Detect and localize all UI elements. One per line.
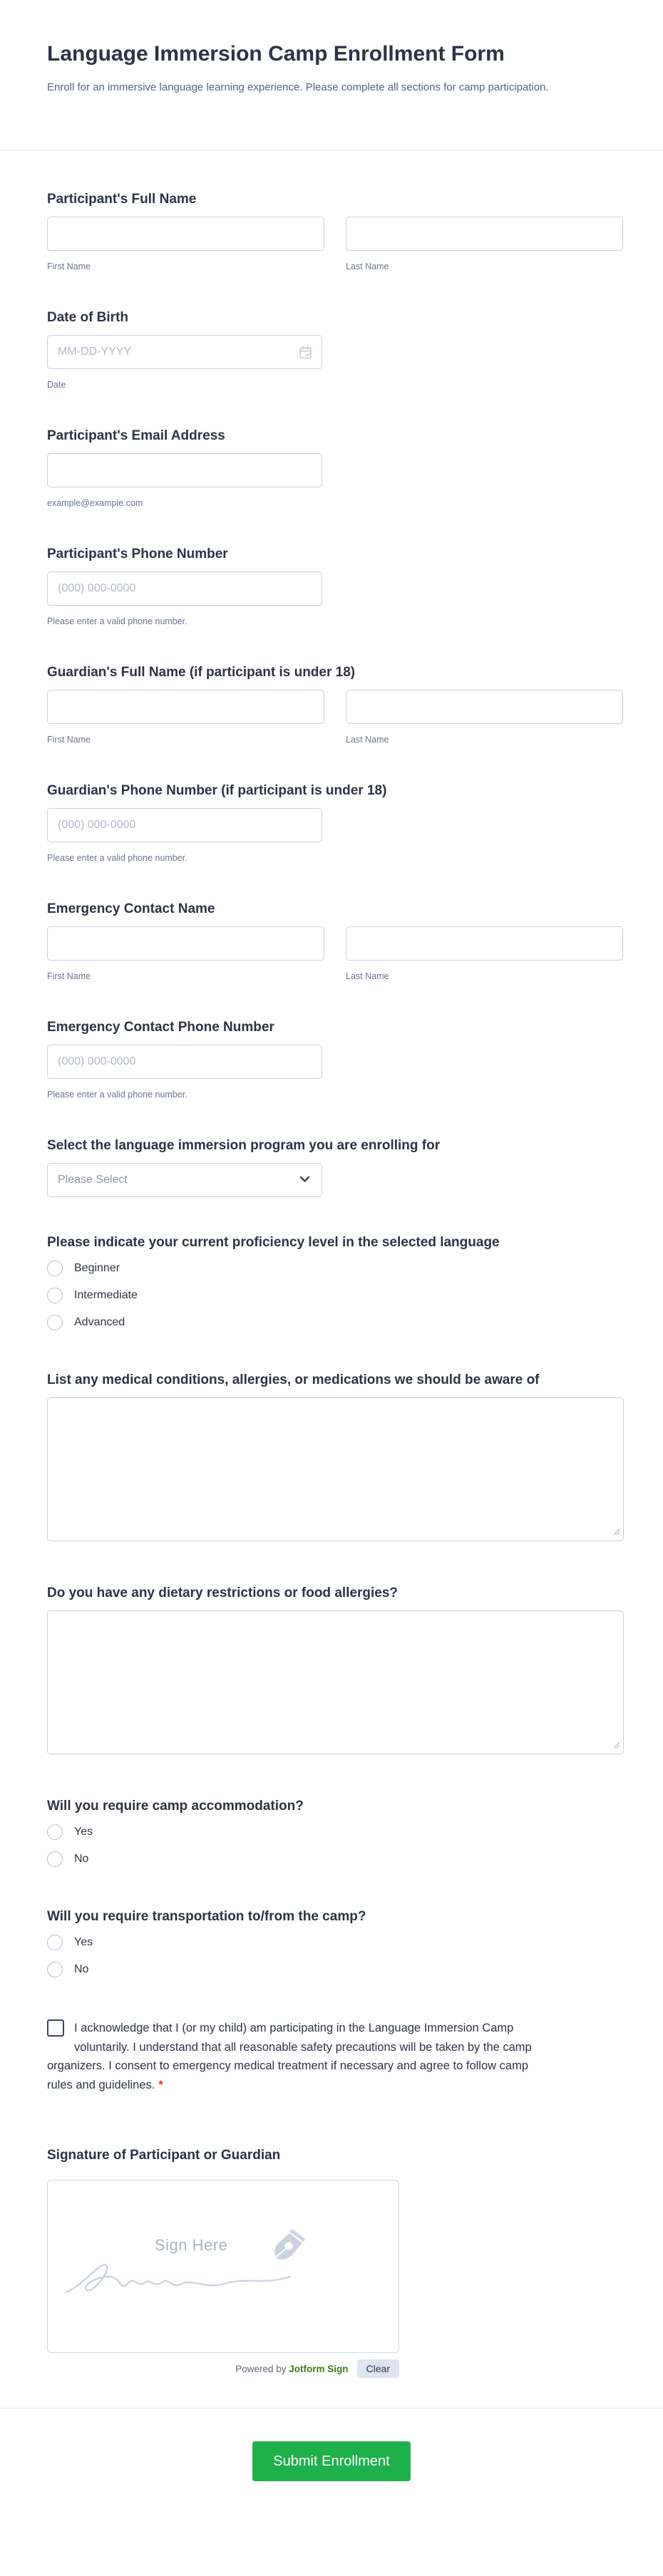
participant-email-label: Participant's Email Address xyxy=(47,428,225,443)
guardian-full-name-sublabel-last: Last Name xyxy=(346,735,389,745)
emergency-contact-phone-sublabel: Please enter a valid phone number. xyxy=(47,1090,187,1100)
form-body xyxy=(47,150,624,2378)
participant-phone-sublabel: Please enter a valid phone number. xyxy=(47,616,187,626)
sign-here-text: Sign Here xyxy=(155,2236,228,2254)
emergency-contact-phone-question xyxy=(47,1019,624,1100)
signature-footer xyxy=(47,2359,399,2378)
emergency-contact-name-sublabel-last: Last Name xyxy=(346,971,389,981)
proficiency-level-options xyxy=(47,1261,624,1330)
proficiency-level-radio-intermediate[interactable] xyxy=(47,1288,63,1303)
chevron-down-icon xyxy=(299,1174,310,1186)
submit-button[interactable]: Submit Enrollment xyxy=(252,2441,411,2481)
emergency-contact-name-first-input[interactable] xyxy=(47,926,324,961)
guardian-phone-label: Guardian's Phone Number (if participant is under 18) xyxy=(47,783,387,798)
date-of-birth-label: Date of Birth xyxy=(47,310,128,325)
camp-accommodation-option-yes xyxy=(47,1824,624,1840)
transportation-option-no xyxy=(47,1962,624,1977)
participant-full-name-first-input[interactable] xyxy=(47,217,324,251)
acknowledgment-text: I acknowledge that I (or my child) am participating in the Language Immersion Camp voluntarily. I understand that all reasonable safety precautions will be taken by the camp organizers. I consent to emergency medical treatment if necessary and agree to follow camp rules and guidelines. xyxy=(47,2022,532,2091)
camp-accommodation-radio-label-no: No xyxy=(74,1853,89,1865)
powered-by-text: Powered by Jotform Sign xyxy=(235,2363,349,2374)
transportation-options xyxy=(47,1935,624,1977)
guardian-full-name-first-input[interactable] xyxy=(47,690,324,724)
guardian-full-name-last-input[interactable] xyxy=(346,690,623,724)
camp-accommodation-radio-label-yes: Yes xyxy=(74,1826,93,1838)
proficiency-level-option-advanced xyxy=(47,1315,624,1330)
participant-email-question xyxy=(47,428,624,509)
participant-phone-label: Participant's Phone Number xyxy=(47,547,228,562)
dietary-restrictions-textarea[interactable] xyxy=(47,1610,624,1754)
proficiency-level-radio-label-beginner: Beginner xyxy=(74,1262,120,1274)
guardian-phone-input[interactable] xyxy=(47,808,322,842)
camp-accommodation-options xyxy=(47,1824,624,1867)
participant-full-name-label: Participant's Full Name xyxy=(47,192,197,207)
language-program-question xyxy=(47,1137,624,1197)
participant-phone-question xyxy=(47,546,624,627)
camp-accommodation-question xyxy=(47,1798,624,1867)
signature-label: Signature of Participant or Guardian xyxy=(47,2148,281,2163)
emergency-contact-name-inputs-row xyxy=(47,926,624,961)
camp-accommodation-radio-yes[interactable] xyxy=(47,1824,63,1840)
page-subtitle: Enroll for an immersive language learning experience. Please complete all sections for camp participation. xyxy=(47,81,549,93)
participant-email-input[interactable] xyxy=(47,453,322,487)
language-program-select[interactable] xyxy=(47,1163,322,1197)
date-of-birth-question xyxy=(47,309,624,390)
transportation-radio-label-no: No xyxy=(74,1963,89,1975)
guardian-full-name-sublabel-first: First Name xyxy=(47,735,91,745)
transportation-radio-label-yes: Yes xyxy=(74,1936,93,1948)
required-asterisk: * xyxy=(158,2078,163,2091)
emergency-contact-name-sublabel-first: First Name xyxy=(47,971,91,981)
page-title: Language Immersion Camp Enrollment Form xyxy=(47,42,505,66)
guardian-full-name-inputs-row xyxy=(47,690,624,724)
emergency-contact-name-last-input[interactable] xyxy=(346,926,623,961)
proficiency-level-option-beginner xyxy=(47,1261,624,1276)
acknowledgment-block xyxy=(47,2019,546,2094)
transportation-radio-yes[interactable] xyxy=(47,1935,63,1950)
participant-full-name-sublabel-first: First Name xyxy=(47,262,91,271)
transportation-option-yes xyxy=(47,1935,624,1950)
acknowledgment-checkbox[interactable] xyxy=(47,2019,64,2037)
camp-accommodation-option-no xyxy=(47,1851,624,1867)
date-of-birth-sublabel: Date xyxy=(47,380,66,390)
proficiency-level-radio-advanced[interactable] xyxy=(47,1315,63,1330)
transportation-question xyxy=(47,1908,624,1977)
clear-button[interactable]: Clear xyxy=(357,2359,399,2378)
participant-full-name-sublabel-last: Last Name xyxy=(346,262,389,271)
participant-full-name-inputs-row xyxy=(47,217,624,251)
signature-pad[interactable] xyxy=(47,2180,399,2353)
transportation-label: Will you require transportation to/from the camp? xyxy=(47,1909,366,1924)
proficiency-level-radio-label-advanced: Advanced xyxy=(74,1316,125,1328)
dietary-restrictions-label: Do you have any dietary restrictions or food allergies? xyxy=(47,1586,399,1600)
date-of-birth-input[interactable] xyxy=(47,335,322,369)
signature-question xyxy=(47,2147,624,2378)
camp-accommodation-label: Will you require camp accommodation? xyxy=(47,1799,304,1814)
submit-area xyxy=(39,2409,624,2524)
participant-phone-input[interactable] xyxy=(47,571,322,606)
dietary-restrictions-question xyxy=(47,1585,624,1758)
participant-full-name-question xyxy=(47,191,624,272)
camp-accommodation-radio-no[interactable] xyxy=(47,1851,63,1867)
form-header xyxy=(47,0,624,96)
jotform-sign-brand: Jotform Sign xyxy=(289,2363,349,2374)
participant-full-name-last-input[interactable] xyxy=(346,217,623,251)
proficiency-level-option-intermediate xyxy=(47,1288,624,1303)
language-program-label: Select the language immersion program you are enrolling for xyxy=(47,1138,441,1153)
transportation-radio-no[interactable] xyxy=(47,1962,63,1977)
emergency-contact-phone-label: Emergency Contact Phone Number xyxy=(47,1020,274,1035)
proficiency-level-question xyxy=(47,1234,624,1330)
emergency-contact-phone-input[interactable] xyxy=(47,1045,322,1079)
pen-icon xyxy=(268,2225,309,2270)
guardian-full-name-label: Guardian's Full Name (if participant is under 18) xyxy=(47,665,356,680)
emergency-contact-name-label: Emergency Contact Name xyxy=(47,901,215,916)
guardian-full-name-question xyxy=(47,664,624,745)
language-program-selected-value: Please Select xyxy=(58,1174,128,1186)
proficiency-level-radio-beginner[interactable] xyxy=(47,1261,63,1276)
guardian-phone-sublabel: Please enter a valid phone number. xyxy=(47,853,187,863)
medical-conditions-label: List any medical conditions, allergies, or medications we should be aware of xyxy=(47,1372,540,1387)
guardian-phone-question xyxy=(47,782,624,864)
participant-email-sublabel: example@example.com xyxy=(47,498,143,508)
medical-conditions-question xyxy=(47,1372,624,1545)
emergency-contact-name-question xyxy=(47,901,624,982)
proficiency-level-label: Please indicate your current proficiency level in the selected language xyxy=(47,1235,500,1250)
proficiency-level-radio-label-intermediate: Intermediate xyxy=(74,1289,138,1301)
medical-conditions-textarea[interactable] xyxy=(47,1397,624,1541)
